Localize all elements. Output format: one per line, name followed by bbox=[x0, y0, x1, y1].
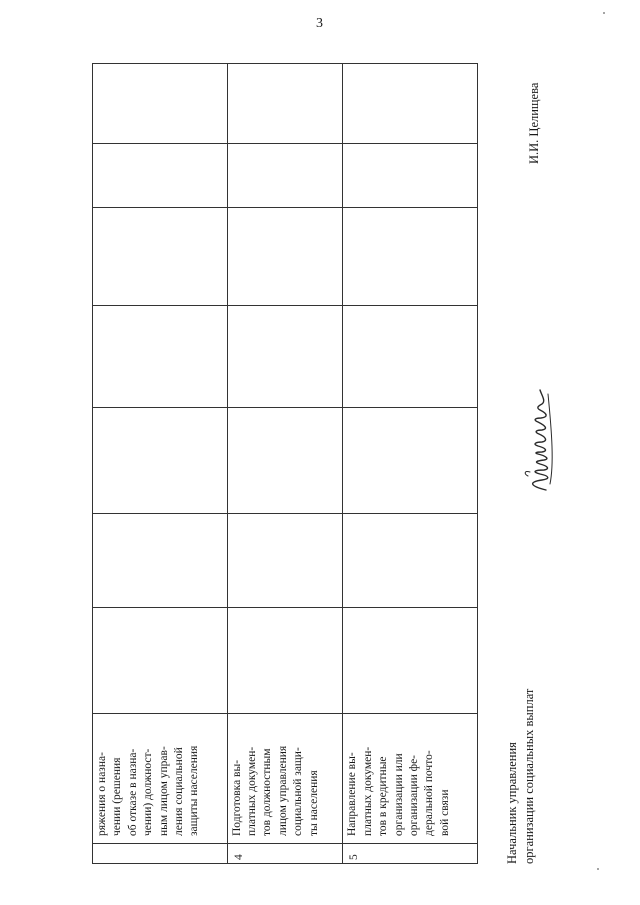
table-cell bbox=[343, 208, 478, 306]
table-cell bbox=[93, 514, 228, 608]
table-cell bbox=[227, 306, 343, 408]
table-cell bbox=[227, 208, 343, 306]
table-cell bbox=[227, 608, 343, 714]
table-cell bbox=[343, 64, 478, 144]
signatory-position bbox=[504, 689, 538, 864]
table-cell bbox=[227, 144, 343, 208]
row-number bbox=[93, 844, 228, 864]
rotated-page-content bbox=[52, 64, 612, 864]
handwritten-signature-icon bbox=[522, 374, 558, 494]
table-cell bbox=[93, 144, 228, 208]
table-cell bbox=[93, 64, 228, 144]
table-cell bbox=[227, 64, 343, 144]
table-cell bbox=[93, 408, 228, 514]
page-number: 3 bbox=[316, 16, 323, 31]
table-cell bbox=[343, 144, 478, 208]
table-cell bbox=[93, 608, 228, 714]
table-row bbox=[227, 64, 343, 864]
position-line-1: Начальник управления bbox=[505, 742, 519, 864]
signatory-name: И.И. Целищева bbox=[527, 82, 541, 164]
table-cell bbox=[343, 408, 478, 514]
table-cell bbox=[227, 514, 343, 608]
table-cell bbox=[227, 408, 343, 514]
table-cell bbox=[343, 306, 478, 408]
row-description-text: Подготовка вы- платных докумен- тов должностным лицом управления социальной защи- ты населения bbox=[230, 745, 320, 836]
table-cell bbox=[93, 208, 228, 306]
table-row bbox=[93, 64, 228, 864]
row-description bbox=[343, 714, 478, 844]
table-cell bbox=[343, 608, 478, 714]
position-line-2: организации социальных выплат bbox=[522, 688, 536, 864]
row-number: 4 bbox=[227, 844, 343, 864]
row-number: 5 bbox=[343, 844, 478, 864]
table-cell bbox=[343, 514, 478, 608]
scan-mark bbox=[603, 12, 605, 14]
data-table bbox=[92, 63, 478, 864]
table-row bbox=[343, 64, 478, 864]
row-description-text: Направление вы- платных докумен- тов в кредитные организации или организации фе- деральной почто- вой связи bbox=[346, 746, 451, 836]
row-description bbox=[93, 714, 228, 844]
row-description-text: ряжения о назна- чении (решения об отказе в назна- чении) должност- ным лицом управ- ления социальной защиты населения bbox=[96, 745, 201, 836]
row-description bbox=[227, 714, 343, 844]
scan-mark bbox=[597, 868, 599, 870]
table-cell bbox=[93, 306, 228, 408]
